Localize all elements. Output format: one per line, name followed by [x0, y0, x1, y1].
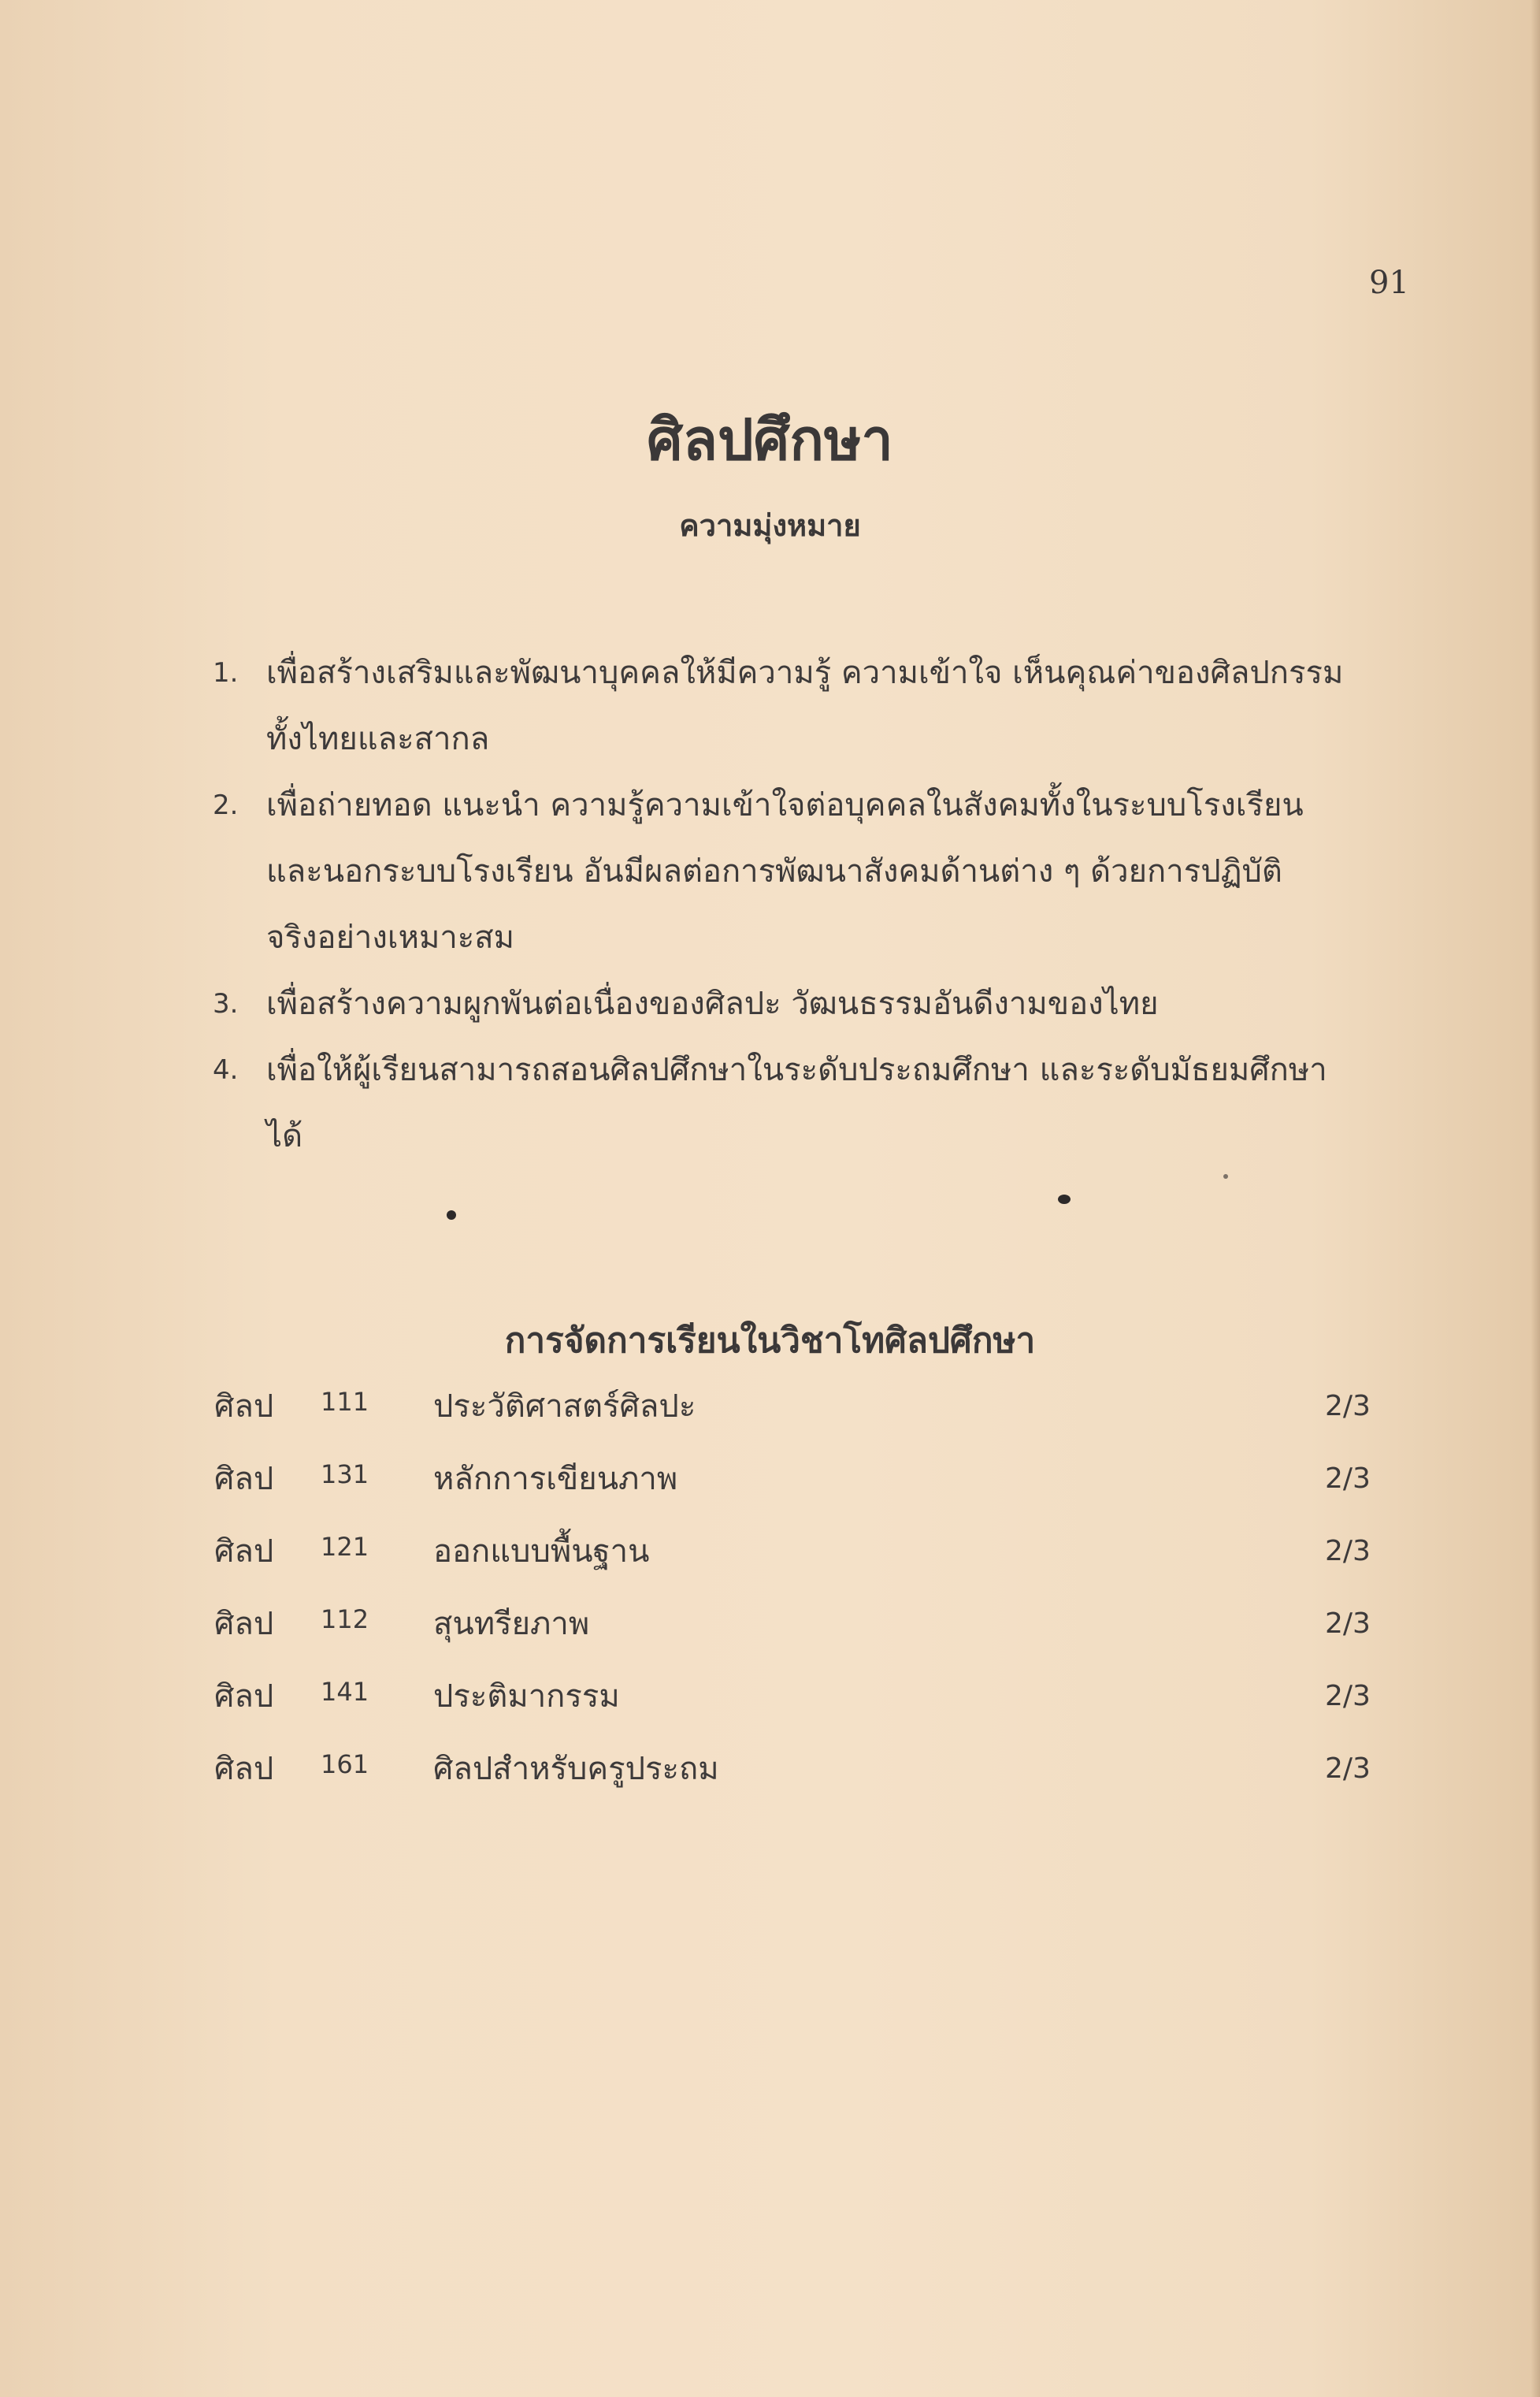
course-name: ศิลปสำหรับครูประถม [433, 1751, 719, 1787]
objectives-list [213, 640, 1426, 1169]
ink-speck [447, 1210, 456, 1220]
table-row [214, 1526, 1396, 1598]
objective-number: 4. [213, 1054, 239, 1086]
objective-line: ได้ [266, 1118, 303, 1154]
course-prefix: ศิลป [214, 1678, 274, 1715]
table-row [214, 1598, 1396, 1670]
course-code: 111 [321, 1387, 369, 1417]
course-code: 131 [321, 1459, 369, 1489]
course-code: 121 [321, 1532, 369, 1562]
objective-item-3 [213, 971, 1426, 1037]
objective-item-4 [213, 1037, 1426, 1169]
course-credits: 2/3 [1325, 1462, 1371, 1495]
course-prefix: ศิลป [214, 1751, 274, 1787]
objective-line: เพื่อสร้างเสริมและพัฒนาบุคคลให้มีความรู้ ความเข้าใจ เห็นคุณค่าของศิลปกรรม [266, 655, 1344, 691]
page-number: 91 [1369, 265, 1409, 301]
course-name: หลักการเขียนภาพ [433, 1461, 678, 1497]
objective-number: 1. [213, 657, 239, 689]
course-prefix: ศิลป [214, 1388, 274, 1425]
objective-line: เพื่อให้ผู้เรียนสามารถสอนศิลปศึกษาในระดับประถมศึกษา และระดับมัธยมศึกษา [266, 1052, 1327, 1088]
ink-speck [1058, 1195, 1071, 1204]
objective-number: 3. [213, 988, 239, 1020]
course-prefix: ศิลป [214, 1461, 274, 1497]
table-row [214, 1743, 1396, 1815]
course-table [214, 1381, 1396, 1815]
ink-speck [1223, 1174, 1228, 1179]
course-credits: 2/3 [1325, 1680, 1371, 1712]
course-name: ประวัติศาสตร์ศิลปะ [433, 1388, 696, 1425]
objective-line: เพื่อถ่ายทอด แนะนำ ความรู้ความเข้าใจต่อบุคคลในสังคมทั้งในระบบโรงเรียน [266, 787, 1304, 823]
document-subtitle: ความมุ่งหมาย [679, 508, 861, 543]
course-credits: 2/3 [1325, 1390, 1371, 1422]
objective-line: เพื่อสร้างความผูกพันต่อเนื่องของศิลปะ วัฒนธรรมอันดีงามของไทย [266, 986, 1159, 1022]
document-title: ศิลปศึกษา [647, 407, 893, 473]
page-edge-shadow [1531, 0, 1540, 2397]
course-prefix: ศิลป [214, 1533, 274, 1570]
objective-line: และนอกระบบโรงเรียน อันมีผลต่อการพัฒนาสังคมด้านต่าง ๆ ด้วยการปฏิบัติ [266, 853, 1282, 890]
course-prefix: ศิลป [214, 1606, 274, 1642]
course-code: 141 [321, 1677, 369, 1707]
course-name: ประติมากรรม [433, 1678, 620, 1715]
course-name: ออกแบบพื้นฐาน [433, 1533, 650, 1570]
objective-item-1 [213, 640, 1426, 772]
table-row [214, 1670, 1396, 1743]
table-row [214, 1381, 1396, 1453]
objective-line: จริงอย่างเหมาะสม [266, 920, 515, 956]
objective-line: ทั้งไทยและสากล [266, 721, 490, 757]
course-credits: 2/3 [1325, 1752, 1371, 1785]
course-name: สุนทรียภาพ [433, 1606, 590, 1642]
objective-item-2 [213, 772, 1426, 971]
course-code: 112 [321, 1604, 369, 1634]
table-row [214, 1453, 1396, 1526]
course-credits: 2/3 [1325, 1607, 1371, 1640]
course-code: 161 [321, 1749, 369, 1779]
section-title: การจัดการเรียนในวิชาโทศิลปศึกษา [504, 1321, 1036, 1361]
objective-number: 2. [213, 790, 239, 821]
course-credits: 2/3 [1325, 1535, 1371, 1567]
